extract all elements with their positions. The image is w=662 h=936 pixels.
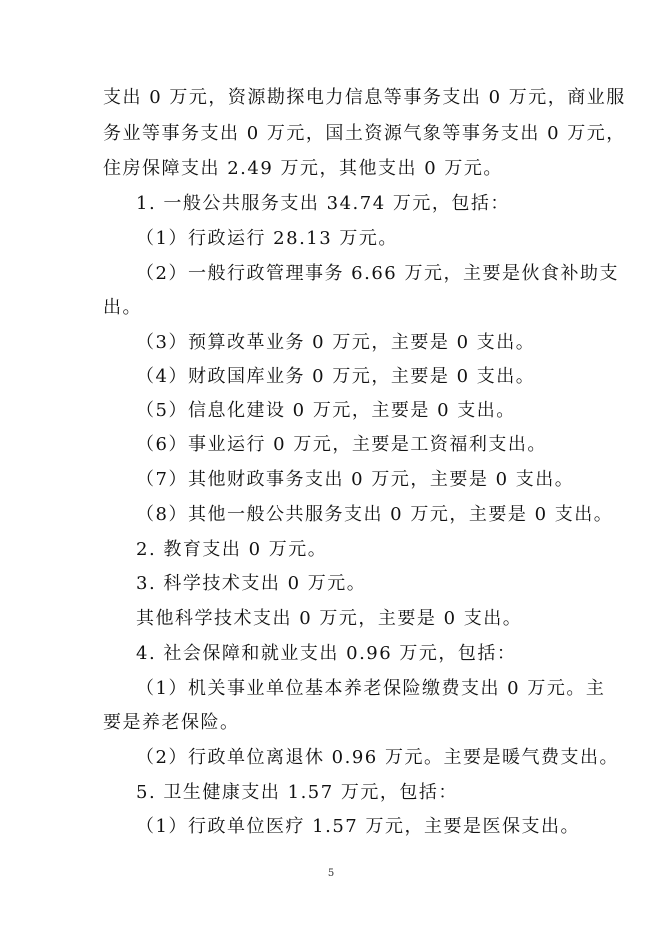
text-line: （1）行政单位医疗 1.57 万元，主要是医保支出。 bbox=[136, 816, 580, 837]
text-line: 支出 0 万元，资源勘探电力信息等事务支出 0 万元，商业服 bbox=[103, 87, 626, 108]
text-line: 务业等事务支出 0 万元，国土资源气象等事务支出 0 万元， bbox=[103, 123, 626, 144]
text-line: 其他科学技术支出 0 万元，主要是 0 支出。 bbox=[136, 608, 523, 629]
text-line: （5）信息化建设 0 万元，主要是 0 支出。 bbox=[136, 400, 516, 421]
text-line: 3. 科学技术支出 0 万元。 bbox=[136, 573, 367, 594]
text-line: 出。 bbox=[103, 297, 142, 318]
text-line: （4）财政国库业务 0 万元，主要是 0 支出。 bbox=[136, 366, 536, 387]
text-line: （2）行政单位离退休 0.96 万元。主要是暖气费支出。 bbox=[136, 747, 619, 768]
text-line: （1）行政运行 28.13 万元。 bbox=[136, 228, 398, 249]
text-line: 要是养老保险。 bbox=[103, 712, 240, 733]
page-number: 5 bbox=[327, 868, 335, 879]
text-line: 5. 卫生健康支出 1.57 万元，包括： bbox=[136, 782, 458, 803]
text-line: （6）事业运行 0 万元，主要是工资福利支出。 bbox=[136, 434, 547, 455]
text-line: （1）机关事业单位基本养老保险缴费支出 0 万元。主 bbox=[136, 678, 606, 699]
text-line: 4. 社会保障和就业支出 0.96 万元，包括： bbox=[136, 643, 517, 664]
text-line: （8）其他一般公共服务支出 0 万元，主要是 0 支出。 bbox=[136, 504, 614, 525]
text-line: 住房保障支出 2.49 万元，其他支出 0 万元。 bbox=[103, 158, 503, 179]
text-line: 2. 教育支出 0 万元。 bbox=[136, 539, 328, 560]
text-line: （2）一般行政管理事务 6.66 万元，主要是伙食补助支 bbox=[136, 263, 619, 284]
text-line: （3）预算改革业务 0 万元，主要是 0 支出。 bbox=[136, 332, 536, 353]
text-line: （7）其他财政事务支出 0 万元，主要是 0 支出。 bbox=[136, 469, 575, 490]
text-line: 1. 一般公共服务支出 34.74 万元，包括： bbox=[136, 193, 510, 214]
